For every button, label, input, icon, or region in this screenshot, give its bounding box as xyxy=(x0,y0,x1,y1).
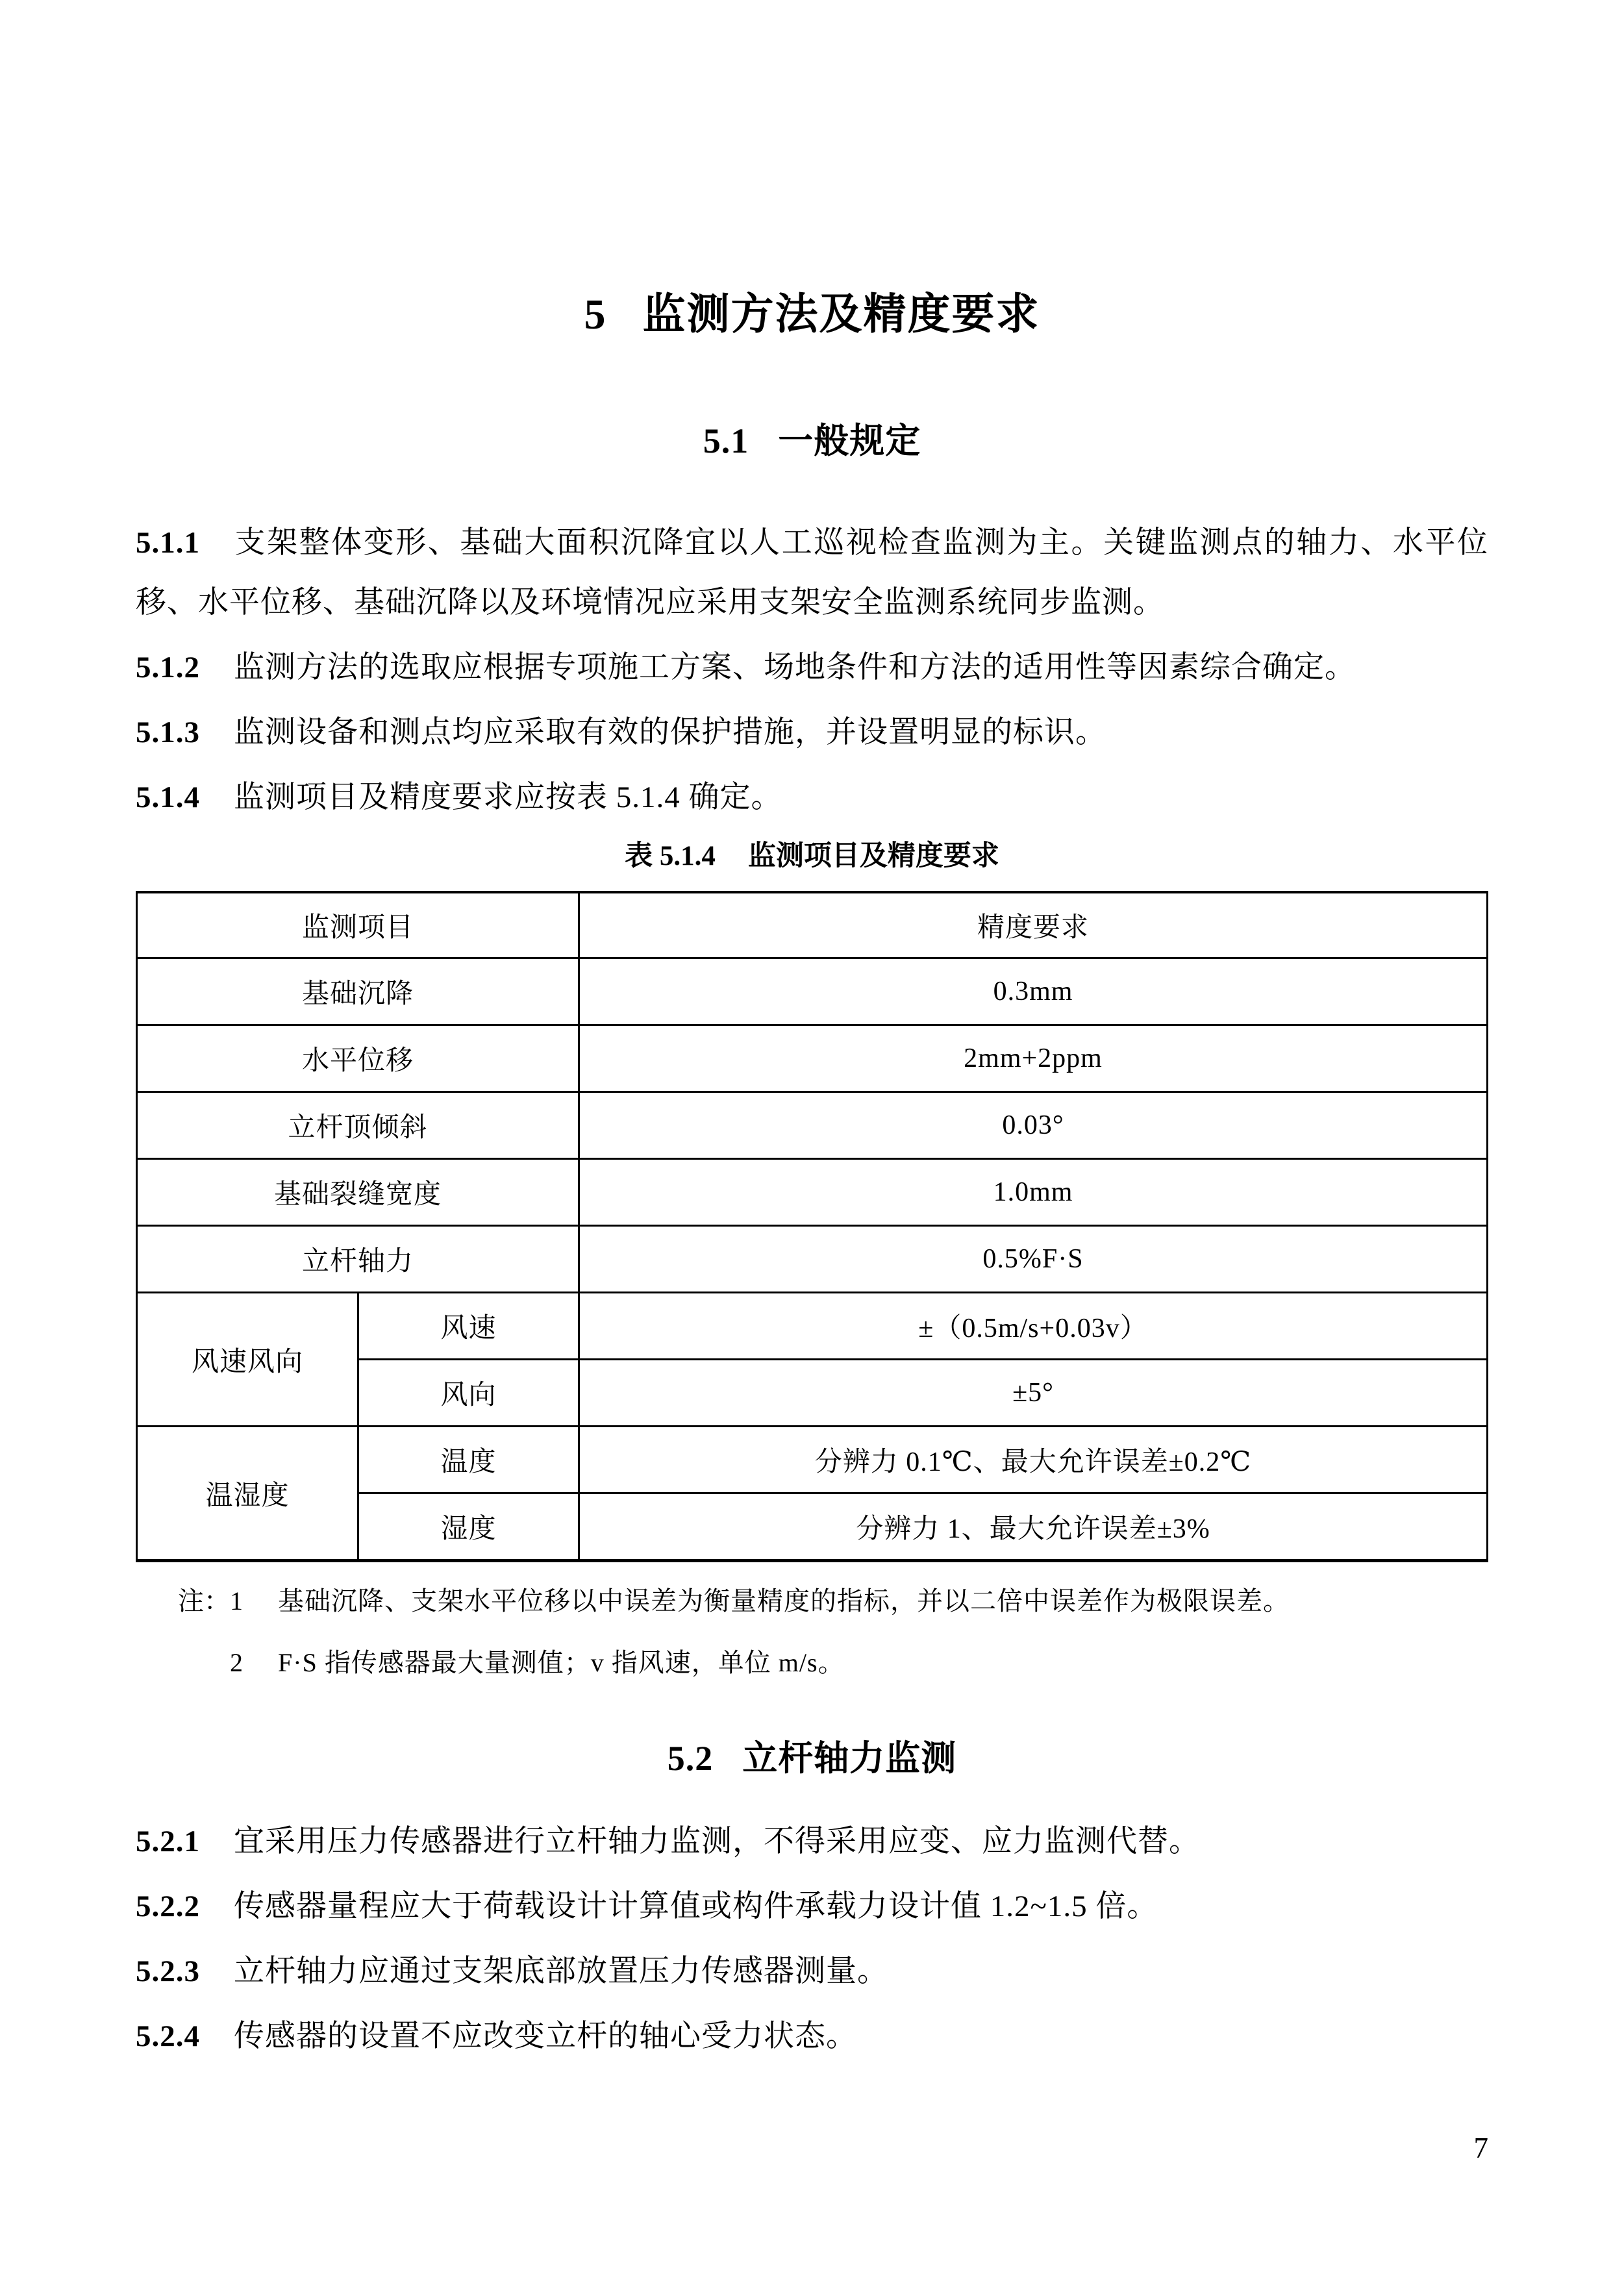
clause-5-1-3 xyxy=(136,703,1488,762)
table-notes xyxy=(136,1585,1488,1679)
section-5-1-number: 5.1 xyxy=(703,421,749,460)
section-5-2-title: 立杆轴力监测 xyxy=(742,1739,957,1778)
section-5-2-number: 5.2 xyxy=(667,1739,714,1778)
note-text: 基础沉降、支架水平位移以中误差为衡量精度的指标，并以二倍中误差作为极限误差。 xyxy=(278,1586,1290,1616)
monitoring-precision-table xyxy=(136,891,1488,1562)
table-cell-value: 2mm+2ppm xyxy=(579,1025,1488,1092)
note-number: 1 xyxy=(230,1586,243,1616)
clause-5-2-2 xyxy=(136,1877,1488,1936)
table-cell-value: 1.0mm xyxy=(579,1159,1488,1226)
clause-text: 传感器量程应大于荷载设计计算值或构件承载力设计值 1.2~1.5 倍。 xyxy=(234,1890,1158,1923)
section-5-1-heading xyxy=(136,422,1488,460)
section-5-2-heading xyxy=(136,1740,1488,1777)
section-5-2-clauses xyxy=(136,1812,1488,2066)
table-cell-subitem: 温度 xyxy=(358,1427,579,1493)
clause-number: 5.2.2 xyxy=(136,1890,200,1923)
table-cell-item: 立杆轴力 xyxy=(137,1226,579,1293)
clause-number: 5.2.3 xyxy=(136,1954,200,1988)
table-cell-value: 0.3mm xyxy=(579,958,1488,1025)
table-row xyxy=(137,1226,1488,1293)
clause-text: 立杆轴力应通过支架底部放置压力传感器测量。 xyxy=(234,1954,888,1988)
section-5-1-clauses xyxy=(136,513,1488,827)
chapter-title: 监测方法及精度要求 xyxy=(642,291,1040,338)
table-cell-item: 立杆顶倾斜 xyxy=(137,1092,579,1159)
clause-number: 5.2.1 xyxy=(136,1825,200,1858)
clause-number: 5.2.4 xyxy=(136,2019,200,2053)
table-row xyxy=(137,1092,1488,1159)
table-caption xyxy=(136,842,1488,871)
clause-text: 监测项目及精度要求应按表 5.1.4 确定。 xyxy=(234,780,782,814)
note-number: 2 xyxy=(230,1648,243,1677)
table-group-row xyxy=(137,1427,1488,1493)
table-cell-subitem: 风速 xyxy=(358,1293,579,1360)
clause-text: 支架整体变形、基础大面积沉降宜以人工巡视检查监测为主。关键监测点的轴力、水平位移、水平位移、基础沉降以及环境情况应采用支架安全监测系统同步监测。 xyxy=(136,526,1488,619)
table-cell-item: 基础裂缝宽度 xyxy=(137,1159,579,1226)
table-cell-subitem: 湿度 xyxy=(358,1493,579,1561)
table-cell-value: 分辨力 1、最大允许误差±3% xyxy=(579,1493,1488,1561)
header-cell-item: 监测项目 xyxy=(137,892,579,958)
table-cell-item: 水平位移 xyxy=(137,1025,579,1092)
table-cell-value: ±5° xyxy=(579,1360,1488,1427)
section-5-1-title: 一般规定 xyxy=(778,421,921,460)
table-cell-subitem: 风向 xyxy=(358,1360,579,1427)
table-cell-value: 0.5%F·S xyxy=(579,1226,1488,1293)
clause-text: 监测设备和测点均应采取有效的保护措施，并设置明显的标识。 xyxy=(234,716,1106,749)
clause-number: 5.1.4 xyxy=(136,780,200,814)
clause-number: 5.1.3 xyxy=(136,716,200,749)
table-group-row xyxy=(137,1293,1488,1360)
table-cell-group: 风速风向 xyxy=(137,1293,358,1427)
table-header-row xyxy=(137,892,1488,958)
table-cell-value: 分辨力 0.1℃、最大允许误差±0.2℃ xyxy=(579,1427,1488,1493)
table-row xyxy=(137,1159,1488,1226)
clause-5-2-1 xyxy=(136,1812,1488,1871)
clause-5-1-4 xyxy=(136,767,1488,827)
clause-5-2-3 xyxy=(136,1941,1488,2001)
chapter-number: 5 xyxy=(584,291,607,338)
note-label: 注： xyxy=(178,1586,230,1616)
table-note-1 xyxy=(136,1585,1488,1617)
table-cell-item: 基础沉降 xyxy=(137,958,579,1025)
clause-text: 宜采用压力传感器进行立杆轴力监测，不得采用应变、应力监测代替。 xyxy=(234,1825,1200,1858)
clause-5-2-4 xyxy=(136,2006,1488,2066)
note-text: F·S 指传感器最大量测值；v 指风速，单位 m/s。 xyxy=(278,1648,845,1677)
clause-text: 传感器的设置不应改变立杆的轴心受力状态。 xyxy=(234,2019,857,2053)
chapter-heading xyxy=(136,292,1488,338)
table-caption-title: 监测项目及精度要求 xyxy=(747,841,999,871)
table-note-2 xyxy=(136,1647,1488,1679)
clause-text: 监测方法的选取应根据专项施工方案、场地条件和方法的适用性等因素综合确定。 xyxy=(234,651,1356,684)
table-cell-group: 温湿度 xyxy=(137,1427,358,1561)
header-cell-value: 精度要求 xyxy=(579,892,1488,958)
table-caption-label: 表 5.1.4 xyxy=(625,841,716,871)
table-row xyxy=(137,958,1488,1025)
table-row xyxy=(137,1025,1488,1092)
table-cell-value: 0.03° xyxy=(579,1092,1488,1159)
clause-number: 5.1.1 xyxy=(136,526,200,560)
clause-number: 5.1.2 xyxy=(136,651,200,684)
page-number: 7 xyxy=(1473,2132,1488,2164)
clause-5-1-2 xyxy=(136,638,1488,697)
table-cell-value: ±（0.5m/s+0.03v） xyxy=(579,1293,1488,1360)
note-label-spacer xyxy=(178,1647,230,1679)
clause-5-1-1 xyxy=(136,513,1488,632)
